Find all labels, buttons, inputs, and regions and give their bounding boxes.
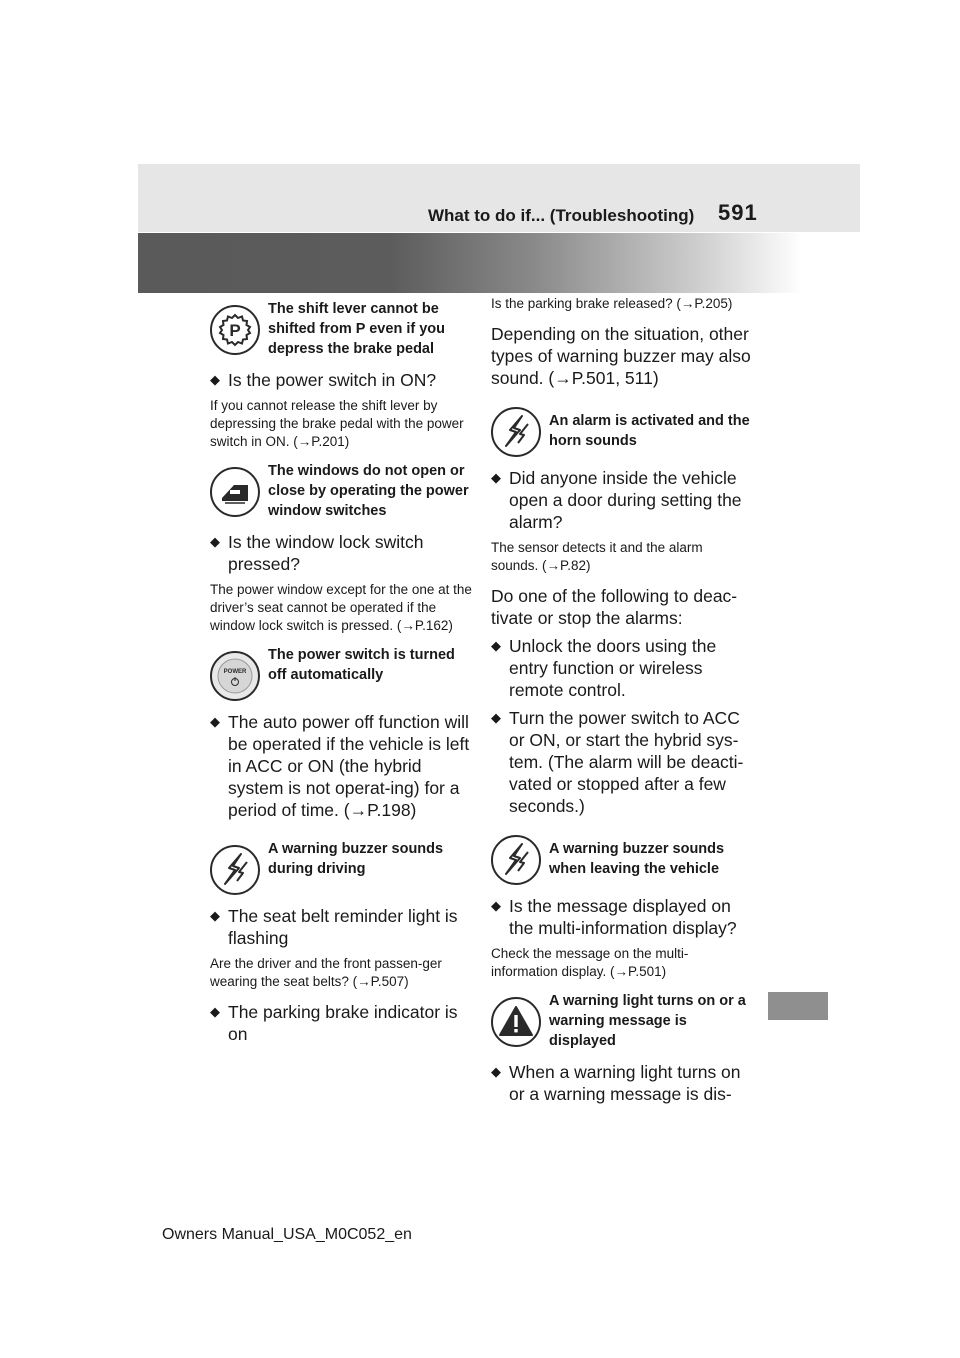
- section-power-off: [210, 645, 472, 701]
- window-switch-icon: [210, 467, 260, 517]
- buzzer-icon: [491, 835, 541, 885]
- buzzer-icon: [210, 845, 260, 895]
- section-title-text: The shift lever cannot be shifted from P even if you depress the brake pedal: [268, 301, 445, 357]
- bullet-item: ◆ The parking brake indicator is on: [210, 1001, 472, 1045]
- bullet-item: ◆ When a warning light turns on or a warning message is dis-: [491, 1061, 753, 1105]
- bullet-item: ◆ Is the window lock switch pressed?: [210, 531, 472, 575]
- section-title-text: An alarm is activated and the horn sounds: [549, 413, 750, 449]
- chapter-tab: [768, 992, 828, 1020]
- left-column: [210, 295, 472, 1051]
- power-label: POWER: [223, 669, 247, 675]
- section-shift-lever: [210, 299, 472, 359]
- note-text: Check the message on the multi-information display. (→P.501): [491, 946, 689, 979]
- bullet-item: ◆ Is the message displayed on the multi-information display?: [491, 895, 753, 939]
- section-power-window: [210, 461, 472, 521]
- shift-lever-p-icon: [210, 305, 260, 355]
- section-warning-light: [491, 991, 753, 1051]
- note-text: The power window except for the one at the driver’s seat cannot be operated if the window lock switch is pressed. (→P.162): [210, 582, 472, 633]
- bullet-item: ◆ Did anyone inside the vehicle open a door during setting the alarm?: [491, 467, 753, 533]
- page-number: 591: [718, 200, 758, 225]
- paragraph: Do one of the following to deac-tivate or stop the alarms:: [491, 586, 738, 628]
- paragraph: Depending on the situation, other types of warning buzzer may also sound. (→P.501, 511): [491, 324, 751, 388]
- warning-triangle-icon: [491, 997, 541, 1047]
- section-buzzer-driving: [210, 839, 472, 895]
- bullet-item: ◆ The seat belt reminder light is flashing: [210, 905, 472, 949]
- note-text: If you cannot release the shift lever by depressing the brake pedal with the power switch in ON. (→P.201): [210, 398, 464, 449]
- decorative-band: [138, 233, 860, 293]
- svg-text:P: P: [229, 321, 241, 340]
- buzzer-icon: [491, 407, 541, 457]
- note-text: Are the driver and the front passen-ger wearing the seat belts? (→P.507): [210, 956, 442, 989]
- section-title-text: A warning light turns on or a warning message is displayed: [549, 993, 746, 1049]
- bullet-item: ◆ Turn the power switch to ACC or ON, or start the hybrid sys-tem. (The alarm will be deacti-vated or stopped after a few seconds.): [491, 707, 753, 817]
- bullet-item: ◆ Unlock the doors using the entry function or wireless remote control.: [491, 635, 753, 701]
- section-title-text: The windows do not open or close by operating the power window switches: [268, 463, 469, 519]
- section-alarm: [491, 401, 753, 457]
- power-switch-icon: [210, 651, 260, 701]
- footer-text: Owners Manual_USA_M0C052_en: [162, 1226, 412, 1243]
- bullet-item: ◆ The auto power off function will be operated if the vehicle is left in ACC or ON (the hybrid system is not operat-ing) for a period of time. (→P.198): [210, 711, 472, 821]
- right-column: [491, 295, 753, 1111]
- section-title-text: A warning buzzer sounds during driving: [268, 841, 444, 877]
- section-buzzer-leaving: [491, 829, 753, 885]
- section-title-text: A warning buzzer sounds when leaving the vehicle: [549, 841, 725, 877]
- section-title-text: The power switch is turned off automatically: [268, 647, 455, 683]
- note-text: The sensor detects it and the alarm sounds. (→P.82): [491, 540, 703, 573]
- note-text: Is the parking brake released? (→P.205): [491, 296, 733, 311]
- section-title: What to do if... (Troubleshooting): [428, 206, 695, 225]
- bullet-item: ◆ Is the power switch in ON?: [210, 369, 472, 391]
